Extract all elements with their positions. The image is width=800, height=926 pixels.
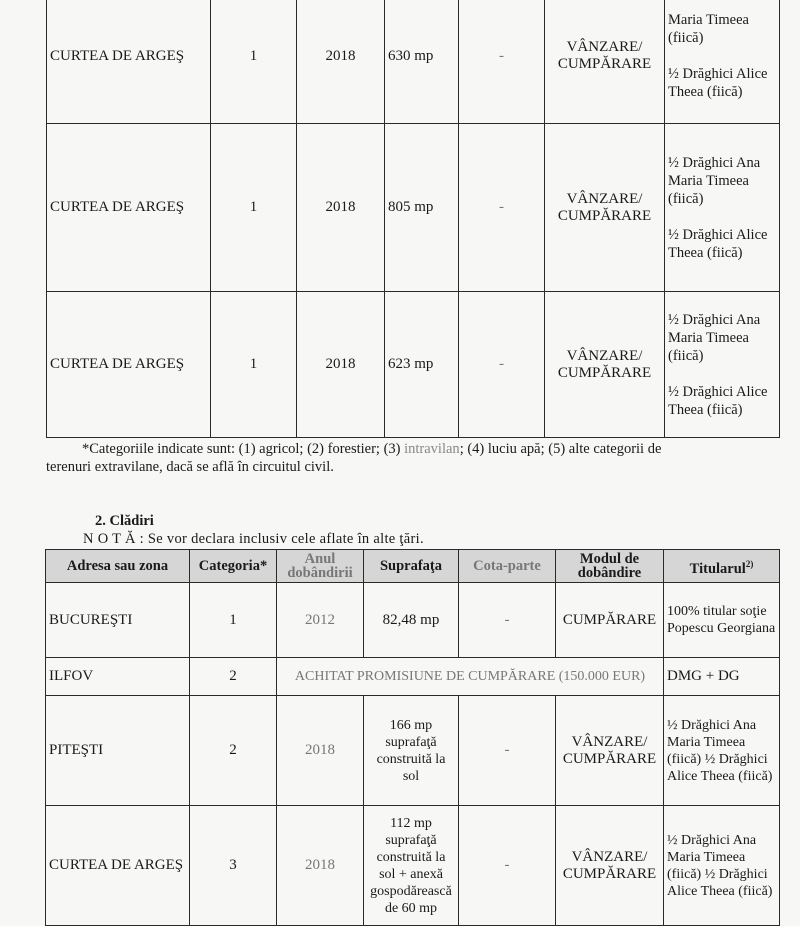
holder-line: ½ Drăghici Ana Maria Timeea (fiică) [668,154,761,207]
header-address: Adresa sau zona [46,550,190,583]
holder-line: ½ Drăghici Alice Theea (fiică) [668,226,768,261]
holder-line: ½ Drăghici Alice Theea (fiică) [668,66,768,100]
mode-cell: VÂNZARE/ CUMPĂRARE [545,292,665,438]
area-cell: 82,48 mp [364,583,459,658]
footnote-line-2: terenuri extravilane, dacă se află în circuitul civil. [46,459,334,475]
holder-line: Maria Timeea [668,12,749,28]
holder-cell: DMG + DG [664,658,780,696]
mode-cell: VÂNZARE/ CUMPĂRARE [556,806,664,926]
address-cell: BUCUREŞTI [46,583,190,658]
category-cell: 1 [211,292,297,438]
land-category-footnote [46,440,776,476]
area-cell: 112 mp suprafaţă construită la sol + anexă gospodărească de 60 mp [364,806,459,926]
holder-line: (fiică) [668,30,704,46]
buildings-table [45,549,780,926]
area-cell: 805 mp [385,124,459,292]
section-title-buildings: 2. Clădiri [95,513,154,529]
address-cell: CURTEA DE ARGEŞ [47,292,211,438]
holder-cell: 100% titular soţie Popescu Georgiana [664,583,780,658]
header-mode: Modul de dobândire [556,550,664,583]
category-cell: 1 [190,583,277,658]
address-cell: PITEŞTI [46,696,190,806]
holder-cell: ½ Drăghici Ana Maria Timeea (fiică) ½ Drăghici Alice Theea (fiică) [664,806,780,926]
year-cell: 2018 [297,292,385,438]
mode-cell: VÂNZARE/ CUMPĂRARE [556,696,664,806]
header-holder-label: Titularul [689,560,746,577]
table-row [47,124,780,292]
holder-cell: ½ Drăghici Ana Maria Timeea (fiică) ½ Drăghici Alice Theea (fiică) [664,696,780,806]
footnote-text: *Categoriile indicate sunt: (1) agricol; (2) forestier; (3) [82,441,405,457]
header-category: Categoria* [190,550,277,583]
table-row [46,696,780,806]
holder-cell [665,0,780,124]
year-cell: 2012 [277,583,364,658]
address-cell: CURTEA DE ARGEŞ [47,124,211,292]
share-cell: - [459,0,545,124]
category-cell: 1 [211,0,297,124]
category-cell: 3 [190,806,277,926]
footnote-text-faded: intravilan [404,441,460,457]
holder-line: ½ Drăghici Ana Maria Timeea (fiică) [668,311,761,364]
category-cell: 2 [190,696,277,806]
area-cell: 623 mp [385,292,459,438]
year-cell: 2018 [297,0,385,124]
area-cell: 166 mp suprafaţă construită la sol [364,696,459,806]
table-row [46,583,780,658]
footnote-line-1 [46,440,776,458]
year-cell: 2018 [297,124,385,292]
header-holder [664,550,780,583]
share-cell: - [459,583,556,658]
address-cell: ILFOV [46,658,190,696]
category-cell: 2 [190,658,277,696]
address-cell: CURTEA DE ARGEŞ [46,806,190,926]
buildings-note: N O T Ă : Se vor declara inclusiv cele aflate în alte ţări. [83,531,424,547]
address-cell: CURTEA DE ARGEŞ [47,0,211,124]
share-cell: - [459,696,556,806]
holder-cell [665,292,780,438]
share-cell: - [459,806,556,926]
mode-cell: VÂNZARE/ CUMPĂRARE [545,124,665,292]
table-header-row [46,550,780,583]
table-row [46,658,780,696]
year-cell: 2018 [277,806,364,926]
holder-line: ½ Drăghici Alice Theea (fiică) [668,383,768,418]
area-cell: 630 mp [385,0,459,124]
header-share: Cota-parte [459,550,556,583]
table-row [47,292,780,438]
merged-note-cell: ACHITAT PROMISIUNE DE CUMPĂRARE (150.000 EUR) [277,658,664,696]
footnote-text: ; (4) luciu apă; (5) alte categorii de [459,441,662,457]
mode-cell: VÂNZARE/ CUMPĂRARE [545,0,665,124]
category-cell: 1 [211,124,297,292]
header-year: Anul dobândirii [277,550,364,583]
header-area: Suprafaţa [364,550,459,583]
mode-cell: CUMPĂRARE [556,583,664,658]
land-table [46,0,780,438]
table-row [47,0,780,124]
share-cell: - [459,292,545,438]
table-row [46,806,780,926]
footnote-marker: 2) [745,558,754,569]
holder-cell [665,124,780,292]
share-cell: - [459,124,545,292]
year-cell: 2018 [277,696,364,806]
